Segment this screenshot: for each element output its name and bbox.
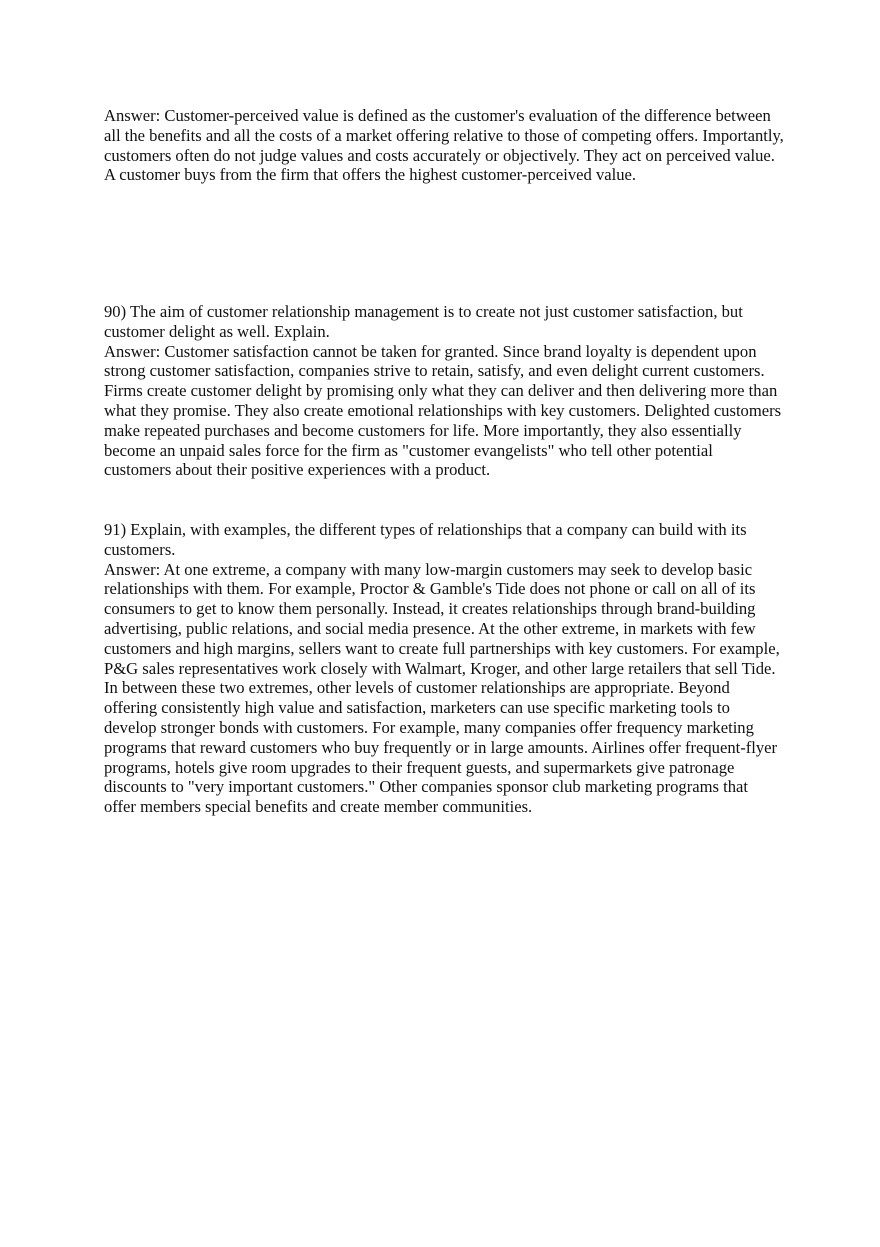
question-block-90 bbox=[104, 302, 784, 480]
question-block-91 bbox=[104, 520, 784, 817]
answer-text: Answer: Customer satisfaction cannot be taken for granted. Since brand loyalty is dependent upon strong customer satisfaction, companies strive to retain, satisfy, and even delight current customers. Firms create customer delight by promising only what they can deliver and then delivering more than what they promise. They also create emotional relationships with key customers. Delighted customers make repeated purchases and become customers for life. More importantly, they also essentially become an unpaid sales force for the firm as "customer evangelists" who tell other potential customers about their positive experiences with a product. bbox=[104, 341, 782, 480]
answer-text: Answer: Customer-perceived value is defined as the customer's evaluation of the difference between all the benefits and all the costs of a market offering relative to those of competing offers. Importantly, customers often do not judge values and costs accurately or objectively. They act on perceived value. A customer buys from the firm that offers the highest customer-perceived value. bbox=[104, 106, 784, 185]
question-text: 90) The aim of customer relationship management is to create not just customer satisfaction, but customer delight as well. Explain. bbox=[104, 302, 743, 341]
question-text: 91) Explain, with examples, the different types of relationships that a company can build with its customers. bbox=[104, 520, 747, 559]
answer-text: Answer: At one extreme, a company with many low-margin customers may seek to develop basic relationships with them. For example, Proctor & Gamble's Tide does not phone or call on all of its consumers to get to know them personally. Instead, it creates relationships through brand-building advertising, public relations, and social media presence. At the other extreme, in markets with few customers and high margins, sellers want to create full partnerships with key customers. For example, P&G sales representatives work closely with Walmart, Kroger, and other large retailers that sell Tide. In between these two extremes, other levels of customer relationships are appropriate. Beyond offering consistently high value and satisfaction, marketers can use specific marketing tools to develop stronger bonds with customers. For example, many companies offer frequency marketing programs that reward customers who buy frequently or in large amounts. Airlines offer frequent-flyer programs, hotels give room upgrades to their frequent guests, and supermarkets give patronage discounts to "very important customers." Other companies sponsor club marketing programs that offer members special benefits and create member communities. bbox=[104, 559, 780, 817]
answer-block-89 bbox=[104, 106, 784, 185]
